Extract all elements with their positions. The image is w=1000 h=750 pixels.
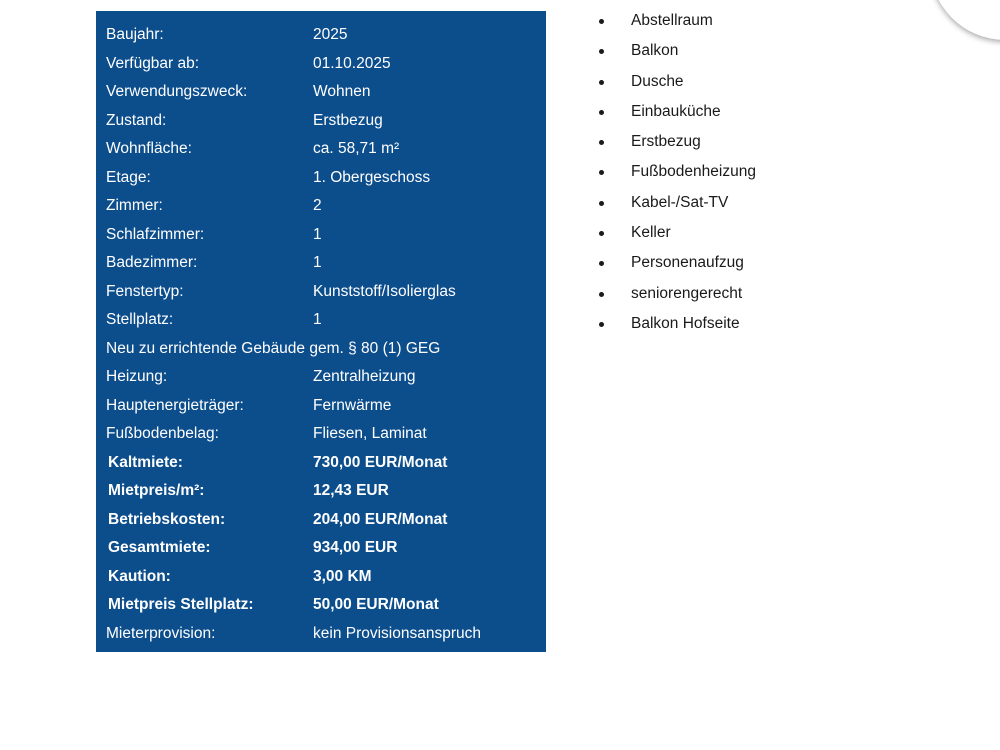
bullet-icon: [599, 231, 604, 236]
feature-list-item: [590, 97, 756, 127]
bullet-icon: [599, 322, 604, 327]
detail-label: Mietpreis/m²:: [108, 482, 205, 499]
detail-label: Wohnfläche:: [106, 140, 192, 157]
detail-value: 1: [313, 254, 322, 271]
feature-label: Balkon Hofseite: [631, 314, 740, 332]
detail-label: Zustand:: [106, 111, 167, 129]
feature-list-item: [590, 67, 756, 97]
detail-label: Schlafzimmer:: [106, 225, 205, 243]
bullet-icon: [599, 19, 604, 24]
feature-label: seniorengerecht: [631, 284, 743, 302]
feature-list-item: [590, 248, 756, 278]
bullet-icon: [599, 80, 604, 85]
detail-label: Heizung:: [106, 368, 168, 385]
bullet-icon: [599, 201, 604, 206]
feature-list-item: [590, 218, 756, 248]
property-details-table: [96, 11, 546, 652]
detail-label: Verwendungszweck:: [106, 83, 248, 100]
detail-value: ca. 58,71 m²: [313, 140, 400, 157]
detail-label: Mieterprovision:: [106, 624, 216, 642]
detail-value: 50,00 EUR/Monat: [313, 596, 439, 613]
feature-list-item: [590, 6, 756, 36]
detail-label: Fußbodenbelag:: [106, 425, 219, 442]
detail-label: Stellplatz:: [106, 311, 174, 328]
feature-label: Einbauküche: [631, 102, 721, 120]
detail-label: Verfügbar ab:: [106, 54, 200, 72]
detail-label: Etage:: [106, 168, 151, 186]
corner-circle-button[interactable]: [930, 0, 1000, 40]
detail-value: Fliesen, Laminat: [313, 425, 427, 442]
detail-label: Mietpreis Stellplatz:: [108, 596, 254, 613]
detail-label: Fenstertyp:: [106, 282, 184, 300]
features-list: [590, 6, 756, 339]
detail-value: 1: [313, 311, 322, 328]
feature-list-item: [590, 127, 756, 157]
feature-list-item: [590, 157, 756, 187]
detail-label: Neu zu errichtende Gebäude gem. § 80 (1) GEG: [106, 339, 441, 357]
feature-label: Erstbezug: [631, 133, 701, 151]
detail-value: 01.10.2025: [313, 54, 391, 72]
detail-value: 12,43 EUR: [313, 482, 389, 499]
detail-label: Hauptenergieträger:: [106, 396, 244, 414]
feature-list-item: [590, 279, 756, 309]
detail-label: Kaltmiete:: [108, 453, 183, 471]
detail-label: Kaution:: [108, 567, 171, 585]
feature-label: Abstellraum: [631, 12, 713, 29]
feature-label: Kabel-/Sat-TV: [631, 193, 729, 211]
bullet-icon: [599, 110, 604, 115]
detail-value: 1. Obergeschoss: [313, 168, 431, 186]
detail-value: Fernwärme: [313, 396, 392, 414]
detail-value: 3,00 KM: [313, 567, 372, 585]
feature-label: Fußbodenheizung: [631, 163, 756, 181]
detail-label: Betriebskosten:: [108, 510, 226, 528]
feature-label: Balkon: [631, 42, 679, 60]
detail-value: 1: [313, 225, 322, 243]
bullet-icon: [599, 140, 604, 145]
detail-label: Badezimmer:: [106, 254, 198, 271]
feature-list-item: [590, 309, 756, 339]
detail-value: Kunststoff/Isolierglas: [313, 282, 456, 300]
detail-label: Gesamtmiete:: [108, 539, 211, 556]
detail-value: 934,00 EUR: [313, 539, 398, 556]
detail-value: 2025: [313, 26, 348, 43]
feature-label: Dusche: [631, 72, 684, 90]
detail-value: 730,00 EUR/Monat: [313, 453, 448, 471]
detail-value: kein Provisionsanspruch: [313, 624, 482, 642]
detail-value: Erstbezug: [313, 111, 383, 129]
detail-value: 2: [313, 197, 322, 214]
feature-list-item: [590, 188, 756, 218]
detail-value: 204,00 EUR/Monat: [313, 510, 448, 528]
feature-list-item: [590, 36, 756, 66]
feature-label: Personenaufzug: [631, 254, 744, 272]
bullet-icon: [599, 170, 604, 175]
bullet-icon: [599, 261, 604, 266]
detail-label: Baujahr:: [106, 26, 164, 43]
bullet-icon: [599, 292, 604, 297]
feature-label: Keller: [631, 224, 671, 242]
detail-label: Zimmer:: [106, 197, 163, 214]
bullet-icon: [599, 49, 604, 54]
detail-value: Zentralheizung: [313, 368, 416, 385]
detail-value: Wohnen: [313, 83, 371, 100]
